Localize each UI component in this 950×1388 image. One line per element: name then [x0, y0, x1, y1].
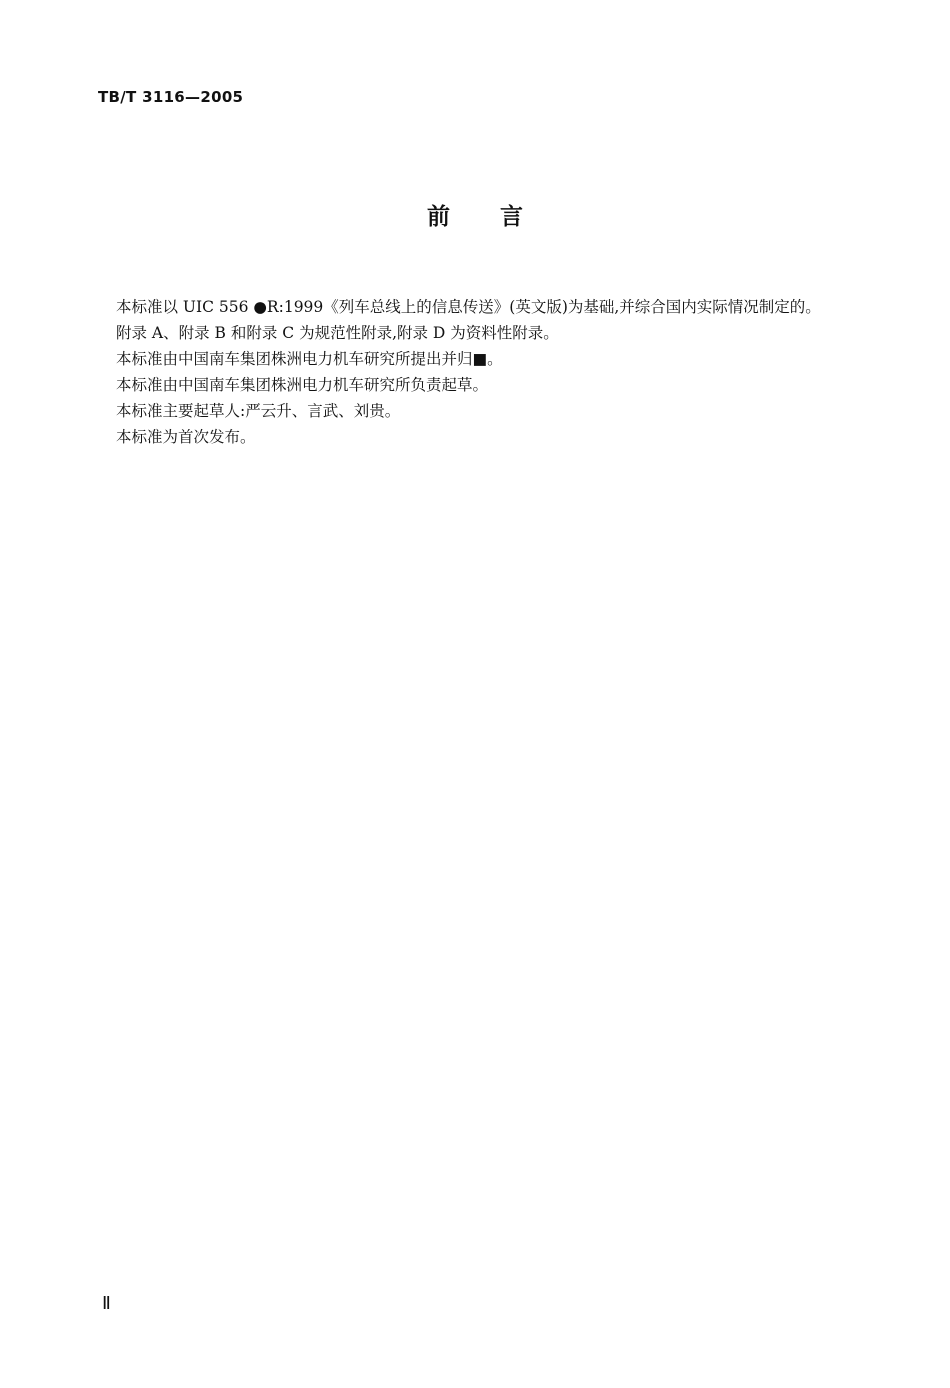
- title-char-2: 言: [500, 204, 523, 230]
- foreword-paragraph: 本标准由中国南车集团株洲电力机车研究所负责起草。: [116, 376, 489, 394]
- foreword-paragraph: 本标准为首次发布。: [116, 428, 256, 446]
- foreword-paragraph: 附录 A、附录 B 和附录 C 为规范性附录,附录 D 为资料性附录。: [116, 324, 559, 342]
- foreword-paragraph: 本标准主要起草人:严云升、言武、刘贵。: [116, 402, 401, 420]
- foreword-paragraph: 本标准以 UIC 556 ●R:1999《列车总线上的信息传送》(英文版)为基础,并综合国内实际情况制定的。: [116, 298, 821, 316]
- standard-code: TB/T 3116—2005: [98, 88, 244, 106]
- foreword-body: [83, 294, 855, 450]
- page-number: Ⅱ: [102, 1293, 111, 1313]
- page-title: [0, 198, 950, 231]
- title-char-1: 前: [427, 204, 450, 230]
- foreword-paragraph: 本标准由中国南车集团株洲电力机车研究所提出并归■。: [116, 350, 503, 368]
